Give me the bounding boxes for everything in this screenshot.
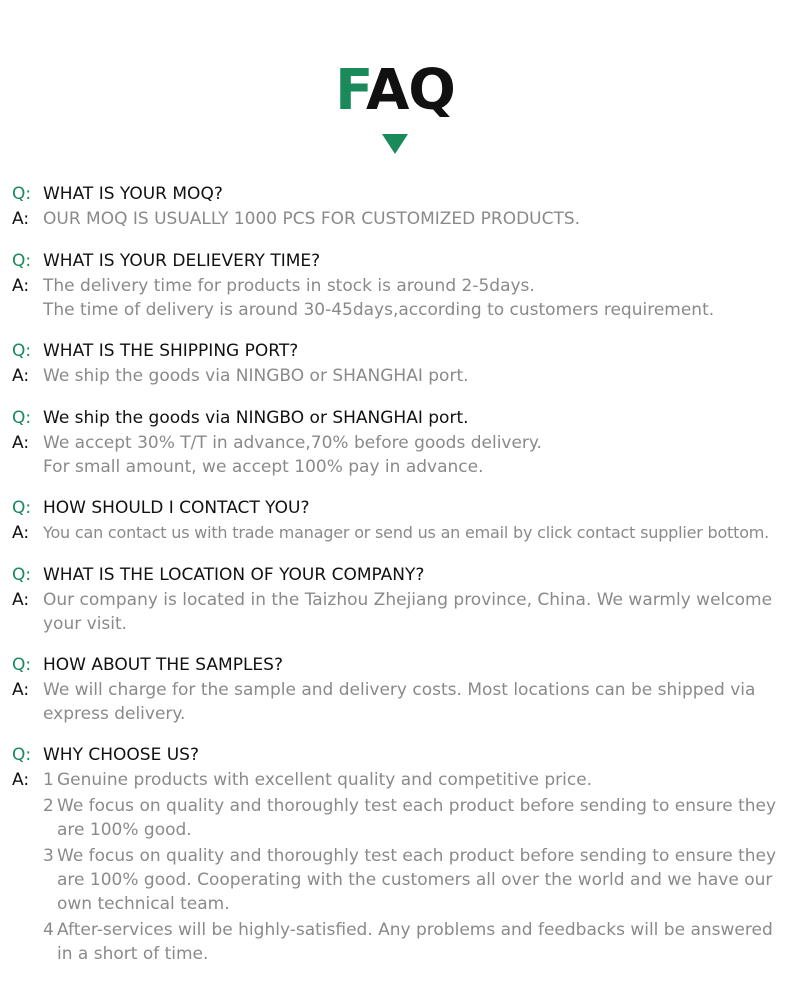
question-row: [12, 653, 788, 678]
faq-item-location: [12, 563, 788, 636]
a-label: A:: [12, 680, 30, 700]
a-label: A:: [12, 433, 30, 453]
faq-header: [0, 58, 790, 154]
answer-row: [12, 207, 788, 232]
question-row: [12, 743, 788, 768]
point-text: After-services will be highly-satisfied. Any problems and feedbacks will be answered in a short of time.: [57, 920, 773, 964]
faq-list: [12, 182, 788, 966]
point-item: [43, 918, 778, 966]
faq-item-why-choose-us: [12, 743, 788, 966]
a-label: A:: [12, 590, 30, 610]
answer-row: [12, 274, 788, 322]
answer-row: [12, 521, 788, 546]
q-label: Q:: [12, 251, 32, 271]
faq-item-contact: [12, 496, 788, 546]
faq-item-samples: [12, 653, 788, 726]
question-row: [12, 249, 788, 274]
faq-item-payment: [12, 406, 788, 479]
question-text: We ship the goods via NINGBO or SHANGHAI port.: [43, 408, 469, 428]
point-item: [43, 794, 778, 842]
answer-text: [43, 364, 469, 388]
answer-row: [12, 678, 788, 726]
question-text: WHAT IS THE SHIPPING PORT?: [43, 341, 299, 361]
question-row: [12, 182, 788, 207]
answer-line: Our company is located in the Taizhou Zhejiang province, China. We warmly welcome your visit.: [43, 590, 773, 634]
answer-line: OUR MOQ IS USUALLY 1000 PCS FOR CUSTOMIZED PRODUCTS.: [43, 209, 581, 229]
answer-text: [43, 521, 769, 545]
question-text: WHAT IS YOUR DELIEVERY TIME?: [43, 251, 321, 271]
answer-row: [12, 768, 788, 966]
answer-line: The time of delivery is around 30-45days,according to customers requirement.: [43, 300, 715, 320]
question-row: [12, 406, 788, 431]
q-label: Q:: [12, 341, 32, 361]
point-text: Genuine products with excellent quality and competitive price.: [57, 770, 593, 790]
a-label: A:: [12, 209, 30, 229]
question-text: WHAT IS YOUR MOQ?: [43, 184, 223, 204]
answer-points: [43, 768, 778, 966]
title-rest: AQ: [365, 58, 455, 123]
q-label: Q:: [12, 498, 32, 518]
a-label: A:: [12, 523, 30, 543]
point-text: We focus on quality and thoroughly test each product before sending to ensure they are 100% good.: [57, 796, 777, 840]
answer-text: [43, 207, 580, 231]
a-label: A:: [12, 366, 30, 386]
point-number: 2: [43, 796, 54, 816]
answer-line: We accept 30% T/T in advance,70% before goods delivery.: [43, 433, 542, 453]
answer-line: We will charge for the sample and delivery costs. Most locations can be shipped via express delivery.: [43, 680, 756, 724]
answer-text: [43, 431, 542, 479]
point-text: We focus on quality and thoroughly test each product before sending to ensure they are 100% good. Cooperating with the customers all over the world and we have our own technical team.: [57, 846, 777, 914]
question-text: HOW SHOULD I CONTACT YOU?: [43, 498, 310, 518]
point-number: 1: [43, 770, 54, 790]
question-row: [12, 339, 788, 364]
answer-line: We ship the goods via NINGBO or SHANGHAI port.: [43, 366, 469, 386]
answer-line: The delivery time for products in stock is around 2-5days.: [43, 276, 535, 296]
question-row: [12, 496, 788, 521]
answer-row: [12, 364, 788, 389]
point-item: [43, 844, 778, 916]
faq-item-shipping-port: [12, 339, 788, 389]
faq-item-delivery-time: [12, 249, 788, 322]
question-row: [12, 563, 788, 588]
answer-line: For small amount, we accept 100% pay in advance.: [43, 457, 484, 477]
point-number: 4: [43, 920, 54, 940]
q-label: Q:: [12, 184, 32, 204]
question-text: WHAT IS THE LOCATION OF YOUR COMPANY?: [43, 565, 425, 585]
point-number: 3: [43, 846, 54, 866]
a-label: A:: [12, 770, 30, 790]
q-label: Q:: [12, 655, 32, 675]
answer-line: You can contact us with trade manager or send us an email by click contact supplier bottom.: [43, 523, 770, 542]
q-label: Q:: [12, 565, 32, 585]
title-first-letter: F: [335, 58, 366, 123]
answer-row: [12, 588, 788, 636]
question-text: WHY CHOOSE US?: [43, 745, 199, 765]
q-label: Q:: [12, 408, 32, 428]
q-label: Q:: [12, 745, 32, 765]
page-title: [0, 58, 790, 124]
answer-text: [43, 588, 778, 636]
answer-text: [43, 274, 714, 322]
question-text: HOW ABOUT THE SAMPLES?: [43, 655, 283, 675]
point-item: [43, 768, 778, 792]
a-label: A:: [12, 276, 30, 296]
answer-text: [43, 678, 778, 726]
answer-row: [12, 431, 788, 479]
faq-item-moq: [12, 182, 788, 232]
down-triangle-icon: [382, 134, 408, 154]
